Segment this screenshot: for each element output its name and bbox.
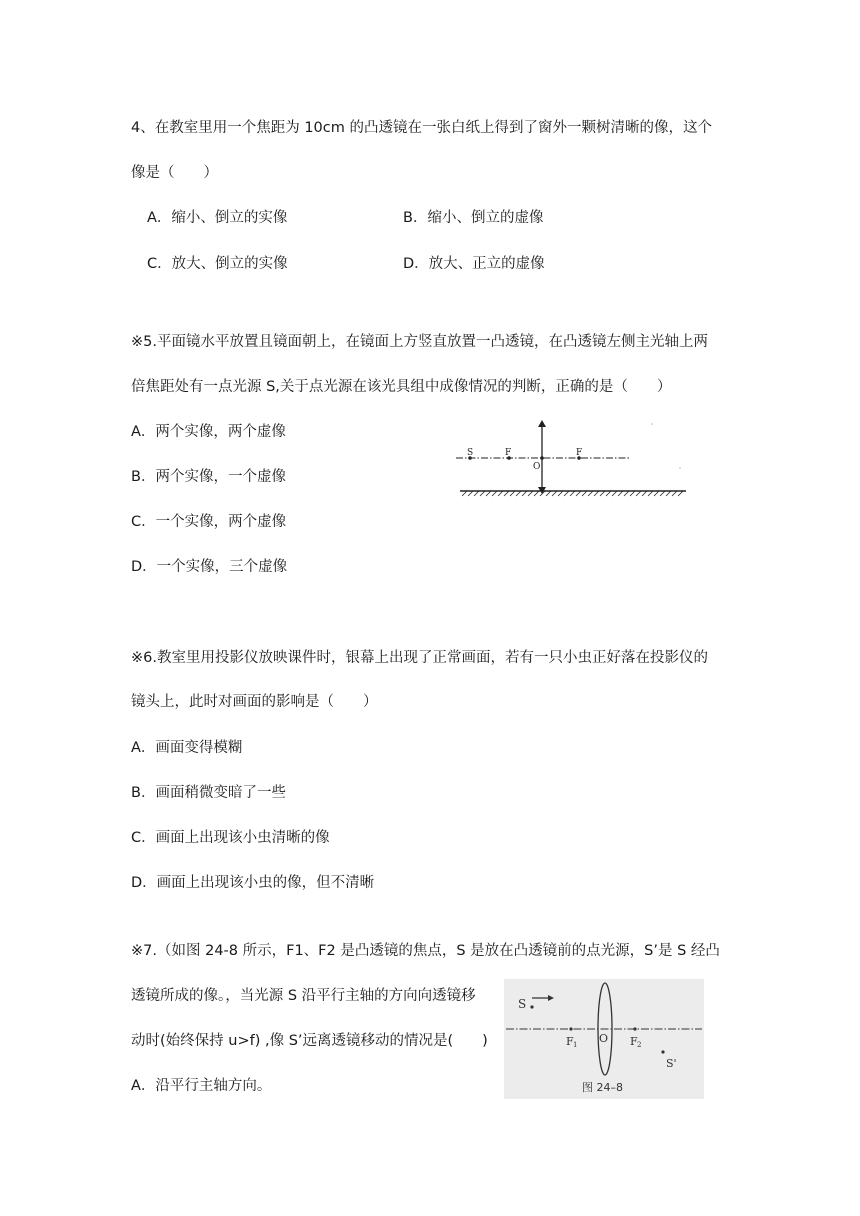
q5-lens-arrow-up — [538, 420, 546, 427]
q7-label-f1-sub: 1 — [573, 1041, 578, 1049]
q4-option-c: C．放大、倒立的实像 — [147, 256, 288, 272]
q7-point-f1 — [569, 1027, 572, 1030]
q7-point-s — [530, 1005, 533, 1008]
q5-scan-speck — [651, 423, 653, 425]
q7-label-f2: F — [630, 1035, 638, 1048]
q4-option-d: D．放大、正立的虚像 — [403, 256, 545, 272]
q6-option-a: A．画面变得模糊 — [131, 740, 243, 756]
q5-stem-line2: 倍焦距处有一点光源 S,关于点光源在该光具组中成像情况的判断，正确的是（ ） — [131, 379, 672, 395]
q5-option-a: A．两个实像，两个虚像 — [131, 424, 286, 440]
q6-stem-line1: ※6.教室里用投影仪放映课件时，银幕上出现了正常画面，若有一只小虫正好落在投影仪的 — [131, 650, 708, 666]
q5-scan-speck — [679, 467, 681, 469]
q7-label-f2-sub: 2 — [637, 1041, 642, 1049]
q5-option-c: C．一个实像，两个虚像 — [131, 514, 287, 530]
q7-stem-line3: 动时(始终保持 u>f) ,像 S’远离透镜移动的情况是( ) — [131, 1033, 488, 1049]
q7-point-f2 — [633, 1027, 636, 1030]
q5-lens-mirror-diagram — [452, 416, 692, 500]
q7-label-f1: F — [566, 1035, 574, 1048]
q4-option-b: B．缩小、倒立的虚像 — [403, 210, 544, 226]
q7-option-a: A．沿平行主轴方向。 — [131, 1078, 272, 1094]
q4-stem-line1: 4、在教室里用一个焦距为 10cm 的凸透镜在一张白纸上得到了窗外一颗树清晰的像，这个 — [131, 120, 712, 136]
q5-label-f-right: F — [576, 448, 583, 458]
q7-figure-caption: 图 24–8 — [582, 1081, 623, 1094]
q6-option-c: C．画面上出现该小虫清晰的像 — [131, 830, 330, 846]
q5-option-b: B．两个实像，一个虚像 — [131, 469, 286, 485]
q6-option-b: B．画面稍微变暗了一些 — [131, 785, 286, 801]
q7-stem-line1: ※7.（如图 24-8 所示，F1、F2 是凸透镜的焦点，S 是放在凸透镜前的点光源，S’是 S 经凸 — [131, 943, 720, 959]
q7-point-s-image — [661, 1050, 664, 1053]
q6-stem-line2: 镜头上，此时对画面的影响是（ ） — [131, 694, 378, 710]
q7-stem-line2: 透镜所成的像。，当光源 S 沿平行主轴的方向向透镜移 — [131, 988, 476, 1004]
q5-option-d: D．一个实像，三个虚像 — [131, 559, 288, 575]
q6-option-d: D．画面上出现该小虫的像，但不清晰 — [131, 875, 375, 891]
q5-label-o: O — [533, 462, 541, 472]
q7-label-s-image: S' — [666, 1057, 677, 1070]
q7-label-o: O — [599, 1032, 609, 1045]
q7-label-s: S — [518, 997, 527, 1011]
q5-label-s: S — [467, 448, 474, 458]
q4-stem-line2: 像是（ ） — [131, 165, 218, 181]
q7-figure-24-8 — [504, 979, 704, 1099]
q5-stem-line1: ※5.平面镜水平放置且镜面朝上，在镜面上方竖直放置一凸透镜，在凸透镜左侧主光轴上两 — [131, 334, 708, 350]
q4-option-a: A．缩小、倒立的实像 — [147, 210, 288, 226]
q5-label-f-left: F — [505, 448, 512, 458]
